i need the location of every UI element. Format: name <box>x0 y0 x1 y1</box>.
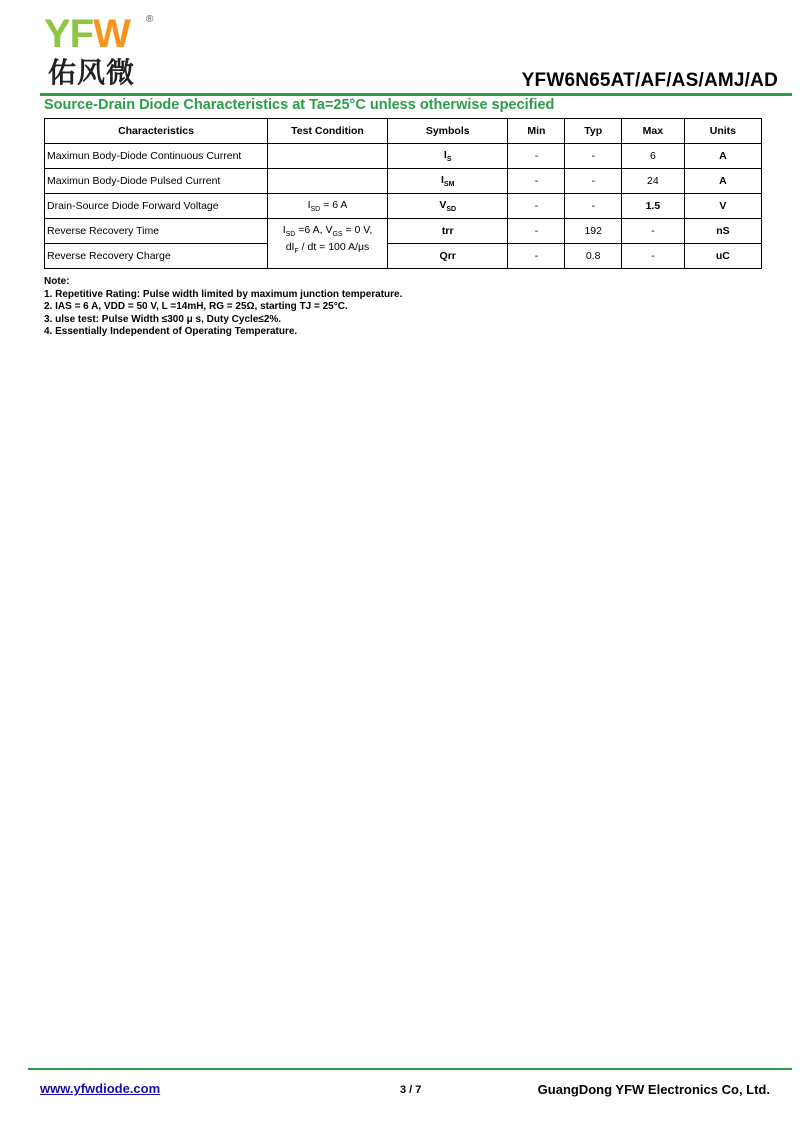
note-item: 3. ulse test: Pulse Width ≤300 μ s, Duty Cycle≤2%. <box>44 313 282 325</box>
page-number: 3 / 7 <box>400 1084 422 1096</box>
cell-symbol: Qrr <box>388 244 508 269</box>
cell-max: 1.5 <box>621 194 684 219</box>
table-header-row <box>45 119 762 144</box>
cell-characteristic: Maximun Body-Diode Continuous Current <box>45 144 268 169</box>
notes-block <box>44 276 402 339</box>
cell-typ: - <box>565 194 622 219</box>
characteristics-table <box>44 118 762 269</box>
company-name: GuangDong YFW Electronics Co, Ltd. <box>537 1082 770 1097</box>
cell-unit: nS <box>684 219 761 244</box>
cell-max: - <box>621 244 684 269</box>
cell-unit: V <box>684 194 761 219</box>
header-divider <box>40 93 792 96</box>
cell-condition-merged: $I_{SD} =6$ A, $V_{GS} = 0$ V, $dI_F$ / dt = 100 A/μs <box>268 219 388 269</box>
company-logo <box>44 14 164 94</box>
website-link[interactable]: www.yfwdiode.com <box>40 1081 161 1096</box>
note-item: 1. Repetitive Rating: Pulse width limited by maximum junction temperature. <box>44 288 403 300</box>
header-test-condition: Test Condition <box>268 119 388 144</box>
registered-mark: ® <box>146 14 154 25</box>
logo-text: YFW <box>44 12 130 56</box>
cell-min: - <box>508 144 565 169</box>
cell-max: 24 <box>621 169 684 194</box>
table-row <box>45 194 762 219</box>
cell-min: - <box>508 194 565 219</box>
cell-max: 6 <box>621 144 684 169</box>
cell-max: - <box>621 219 684 244</box>
cell-condition <box>268 144 388 169</box>
cell-unit: uC <box>684 244 761 269</box>
cell-min: - <box>508 169 565 194</box>
header-characteristics: Characteristics <box>45 119 268 144</box>
cell-min: - <box>508 219 565 244</box>
notes-title: Note: <box>44 276 70 287</box>
cell-typ: - <box>565 169 622 194</box>
header-max: Max <box>621 119 684 144</box>
cell-typ: - <box>565 144 622 169</box>
cell-characteristic: Reverse Recovery Charge <box>45 244 268 269</box>
note-item: 4. Essentially Independent of Operating Temperature. <box>44 326 298 337</box>
cell-symbol: $I_{SM}$ <box>388 169 508 194</box>
header-typ: Typ <box>565 119 622 144</box>
cell-symbol: $I_S$ <box>388 144 508 169</box>
cell-characteristic: Maximun Body-Diode Pulsed Current <box>45 169 268 194</box>
cell-symbol: trr <box>388 219 508 244</box>
cell-typ: 192 <box>565 219 622 244</box>
cell-condition <box>268 169 388 194</box>
footer-divider <box>28 1068 792 1070</box>
table-row <box>45 244 762 269</box>
cell-symbol: $V_{SD}$ <box>388 194 508 219</box>
cell-condition: $I_{SD} = 6$ A <box>268 194 388 219</box>
header-units: Units <box>684 119 761 144</box>
table-row <box>45 219 762 244</box>
logo-chinese-name: 佑风微 <box>48 56 136 89</box>
cell-unit: A <box>684 144 761 169</box>
table-row <box>45 169 762 194</box>
part-number: YFW6N65AT/AF/AS/AMJ/AD <box>521 70 778 91</box>
cell-min: - <box>508 244 565 269</box>
cell-typ: 0.8 <box>565 244 622 269</box>
note-item: 2. IAS = 6 A, VDD = 50 V, L =14mH, RG = 25Ω, starting TJ = 25°C. <box>44 301 348 312</box>
cell-unit: A <box>684 169 761 194</box>
header-min: Min <box>508 119 565 144</box>
table-row <box>45 144 762 169</box>
cell-characteristic: Drain-Source Diode Forward Voltage <box>45 194 268 219</box>
cell-characteristic: Reverse Recovery Time <box>45 219 268 244</box>
header-symbols: Symbols <box>388 119 508 144</box>
section-title: Source-Drain Diode Characteristics at Ta=25°C unless otherwise specified <box>44 97 555 113</box>
